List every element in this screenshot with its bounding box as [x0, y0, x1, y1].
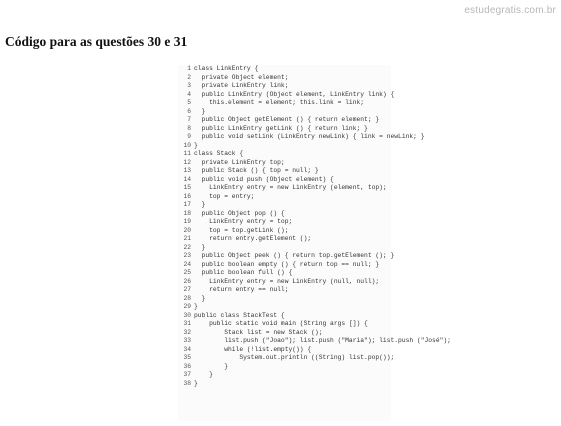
line-number: 25 — [183, 269, 191, 276]
line-number: 15 — [183, 184, 191, 191]
code-text: public Object pop () { — [194, 209, 285, 217]
code-text: private Object element; — [194, 73, 289, 81]
line-number: 36 — [183, 362, 191, 370]
line-number: 11 — [183, 150, 191, 157]
code-text: class LinkEntry { — [194, 65, 259, 72]
line-number: 12 — [183, 158, 191, 166]
line-number: 17 — [183, 201, 191, 208]
code-line — [178, 346, 391, 355]
code-text: } — [194, 243, 206, 251]
line-number: 22 — [183, 243, 191, 251]
code-text: } — [194, 107, 206, 115]
code-text: list.push ("Joao"); list.push ("Maria"); list.push ("José"); — [194, 337, 451, 344]
code-text: top = entry; — [194, 192, 255, 200]
code-line — [178, 227, 391, 236]
code-text: } — [194, 141, 198, 149]
code-line — [178, 65, 391, 74]
code-line — [178, 218, 391, 227]
line-number: 23 — [183, 252, 191, 259]
line-number: 16 — [183, 192, 191, 200]
code-text: private LinkEntry top; — [194, 158, 285, 166]
code-listing — [178, 65, 451, 421]
line-number: 6 — [187, 107, 191, 115]
code-line — [178, 210, 391, 219]
code-line — [178, 252, 395, 261]
code-text: LinkEntry entry = top; — [194, 218, 293, 225]
code-text: System.out.println ((String) list.pop()); — [194, 354, 395, 361]
code-line — [178, 312, 391, 321]
line-number: 29 — [183, 303, 191, 310]
code-line — [178, 363, 391, 372]
code-text: } — [194, 379, 198, 387]
code-line — [178, 320, 391, 329]
line-number: 31 — [183, 320, 191, 327]
code-text: class Stack { — [194, 150, 244, 157]
code-text: while (!list.empty()) { — [194, 345, 312, 353]
code-line — [178, 193, 391, 202]
code-line — [178, 303, 391, 312]
code-line — [178, 116, 391, 125]
code-text: LinkEntry entry = new LinkEntry (null, null); — [194, 277, 380, 285]
code-line — [178, 371, 391, 380]
line-number: 26 — [183, 277, 191, 285]
line-number: 14 — [183, 175, 191, 183]
code-line — [178, 90, 395, 100]
line-number: 2 — [187, 73, 191, 81]
code-text: } — [194, 201, 206, 208]
code-text: } — [194, 362, 229, 370]
line-number: 32 — [183, 328, 191, 336]
code-text: private LinkEntry link; — [194, 82, 289, 89]
code-text: public Stack () { top = null; } — [194, 167, 319, 174]
code-text: Stack list = new Stack (); — [194, 328, 323, 336]
line-number: 10 — [183, 141, 191, 149]
code-line — [178, 261, 391, 270]
code-line — [178, 380, 391, 389]
line-number: 20 — [183, 226, 191, 234]
code-text: LinkEntry entry = new LinkEntry (element, top); — [194, 184, 387, 191]
line-number: 4 — [187, 90, 191, 98]
code-line — [178, 354, 395, 363]
code-line — [178, 142, 391, 151]
line-number: 33 — [183, 337, 191, 344]
code-text: public class StackTest { — [194, 311, 285, 319]
line-number: 35 — [183, 354, 191, 361]
code-line — [178, 278, 391, 287]
code-text: public LinkEntry getLink () { return link; } — [194, 124, 368, 132]
code-text: public Object getElement () { return element; } — [194, 116, 380, 123]
code-text: top = top.getLink (); — [194, 226, 289, 234]
code-line — [178, 82, 391, 91]
code-text: return entry == null; — [194, 286, 289, 293]
line-number: 13 — [183, 167, 191, 174]
code-text: public LinkEntry (Object element, LinkEntry link) { — [194, 90, 395, 98]
code-line — [178, 244, 391, 253]
line-number: 19 — [183, 218, 191, 225]
code-text: } — [194, 303, 198, 310]
code-text: public boolean empty () { return top == null; } — [194, 260, 380, 268]
line-number: 37 — [183, 371, 191, 378]
code-text: public void setLink (LinkEntry newLink) { link = newLink; } — [194, 133, 425, 140]
code-line — [178, 201, 391, 210]
code-text: } — [194, 371, 213, 378]
code-text: public static void main (String args []) { — [194, 320, 368, 327]
code-text: public void push (Object element) { — [194, 175, 334, 183]
code-line — [178, 125, 391, 134]
code-line — [178, 167, 391, 176]
code-text: this.element = element; this.link = link; — [194, 99, 365, 106]
code-line — [178, 150, 391, 159]
site-watermark: estudegratis.com.br — [464, 5, 556, 16]
line-number: 5 — [187, 99, 191, 106]
line-number: 24 — [183, 260, 191, 268]
line-number: 9 — [187, 133, 191, 140]
code-text: } — [194, 294, 206, 302]
code-line — [178, 329, 391, 338]
code-line — [178, 159, 391, 168]
line-number: 21 — [183, 235, 191, 242]
line-number: 1 — [187, 65, 191, 72]
line-number: 27 — [183, 286, 191, 293]
line-number: 28 — [183, 294, 191, 302]
line-number: 3 — [187, 82, 191, 89]
line-number: 7 — [187, 116, 191, 123]
section-heading: Código para as questões 30 e 31 — [5, 34, 188, 49]
code-line — [178, 74, 391, 83]
code-text: public boolean full () { — [194, 269, 293, 276]
line-number: 18 — [183, 209, 191, 217]
code-text: public Object peek () { return top.getElement (); } — [194, 252, 395, 259]
code-text: return entry.getElement (); — [194, 235, 312, 242]
code-line — [178, 99, 391, 108]
line-number: 30 — [183, 311, 191, 319]
code-line — [178, 184, 391, 193]
code-line — [178, 269, 391, 278]
code-line — [178, 295, 391, 304]
code-line — [178, 337, 451, 346]
line-number: 8 — [187, 124, 191, 132]
code-line — [178, 286, 391, 295]
line-number: 34 — [183, 345, 191, 353]
code-line — [178, 108, 391, 117]
line-number: 38 — [183, 379, 191, 387]
code-line — [178, 235, 391, 244]
code-line — [178, 176, 391, 185]
code-line — [178, 133, 425, 142]
